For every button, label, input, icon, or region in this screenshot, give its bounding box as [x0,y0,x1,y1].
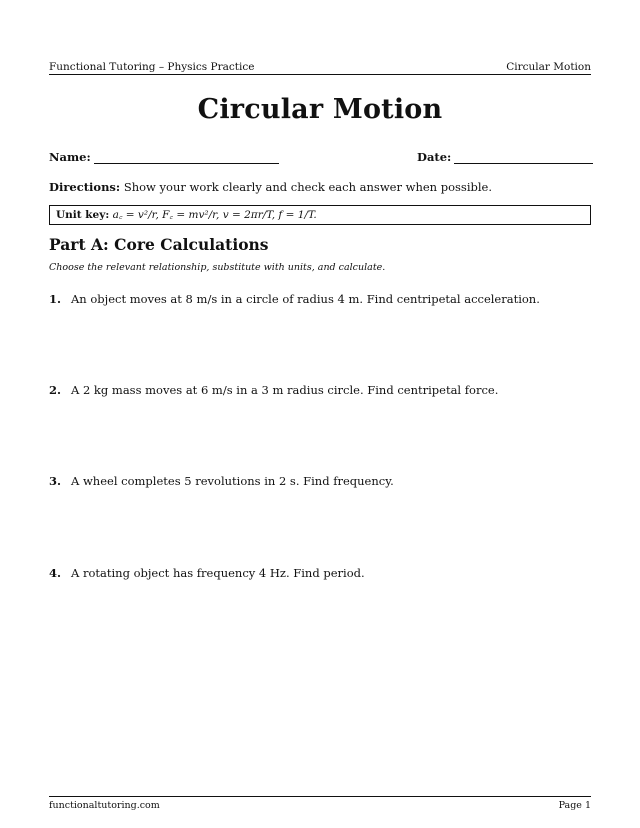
header-right-text: Circular Motion [506,61,591,73]
question-text: An object moves at 8 m/s in a circle of radius 4 m. Find centripetal acceleration. [71,292,540,306]
question-item [49,566,365,580]
unit-key-box [49,205,591,225]
unit-key-label: Unit key: [56,209,110,221]
date-field [417,150,593,164]
question-item [49,292,540,306]
question-text: A 2 kg mass moves at 6 m/s in a 3 m radius circle. Find centripetal force. [71,383,499,397]
name-field [49,150,279,164]
question-item [49,474,394,488]
question-text: A wheel completes 5 revolutions in 2 s. Find frequency. [71,474,394,488]
question-number: 2. [49,383,62,397]
date-label: Date: [417,150,452,164]
question-number: 3. [49,474,62,488]
directions [49,180,492,194]
date-blank-line [454,152,593,164]
page-footer [49,796,591,811]
unit-key-formulas: a꜀ = v²/r, F꜀ = mv²/r, v = 2πr/T, f = 1/T. [112,209,317,221]
name-label: Name: [49,150,91,164]
question-number: 4. [49,566,62,580]
worksheet-page [49,0,591,828]
question-number: 1. [49,292,62,306]
directions-text: Show your work clearly and check each answer when possible. [123,180,493,194]
name-blank-line [94,152,279,164]
header-left-text: Functional Tutoring – Physics Practice [49,61,255,73]
page-header [49,59,591,75]
page-title: Circular Motion [197,94,443,125]
directions-label: Directions: [49,180,121,194]
footer-page-number: Page 1 [558,800,591,811]
question-text: A rotating object has frequency 4 Hz. Find period. [71,566,365,580]
part-a-subtitle: Choose the relevant relationship, substitute with units, and calculate. [49,262,386,273]
part-a-title: Part A: Core Calculations [49,235,269,254]
footer-website: functionaltutoring.com [49,800,160,811]
question-item [49,383,498,397]
student-info-fields [49,150,591,166]
